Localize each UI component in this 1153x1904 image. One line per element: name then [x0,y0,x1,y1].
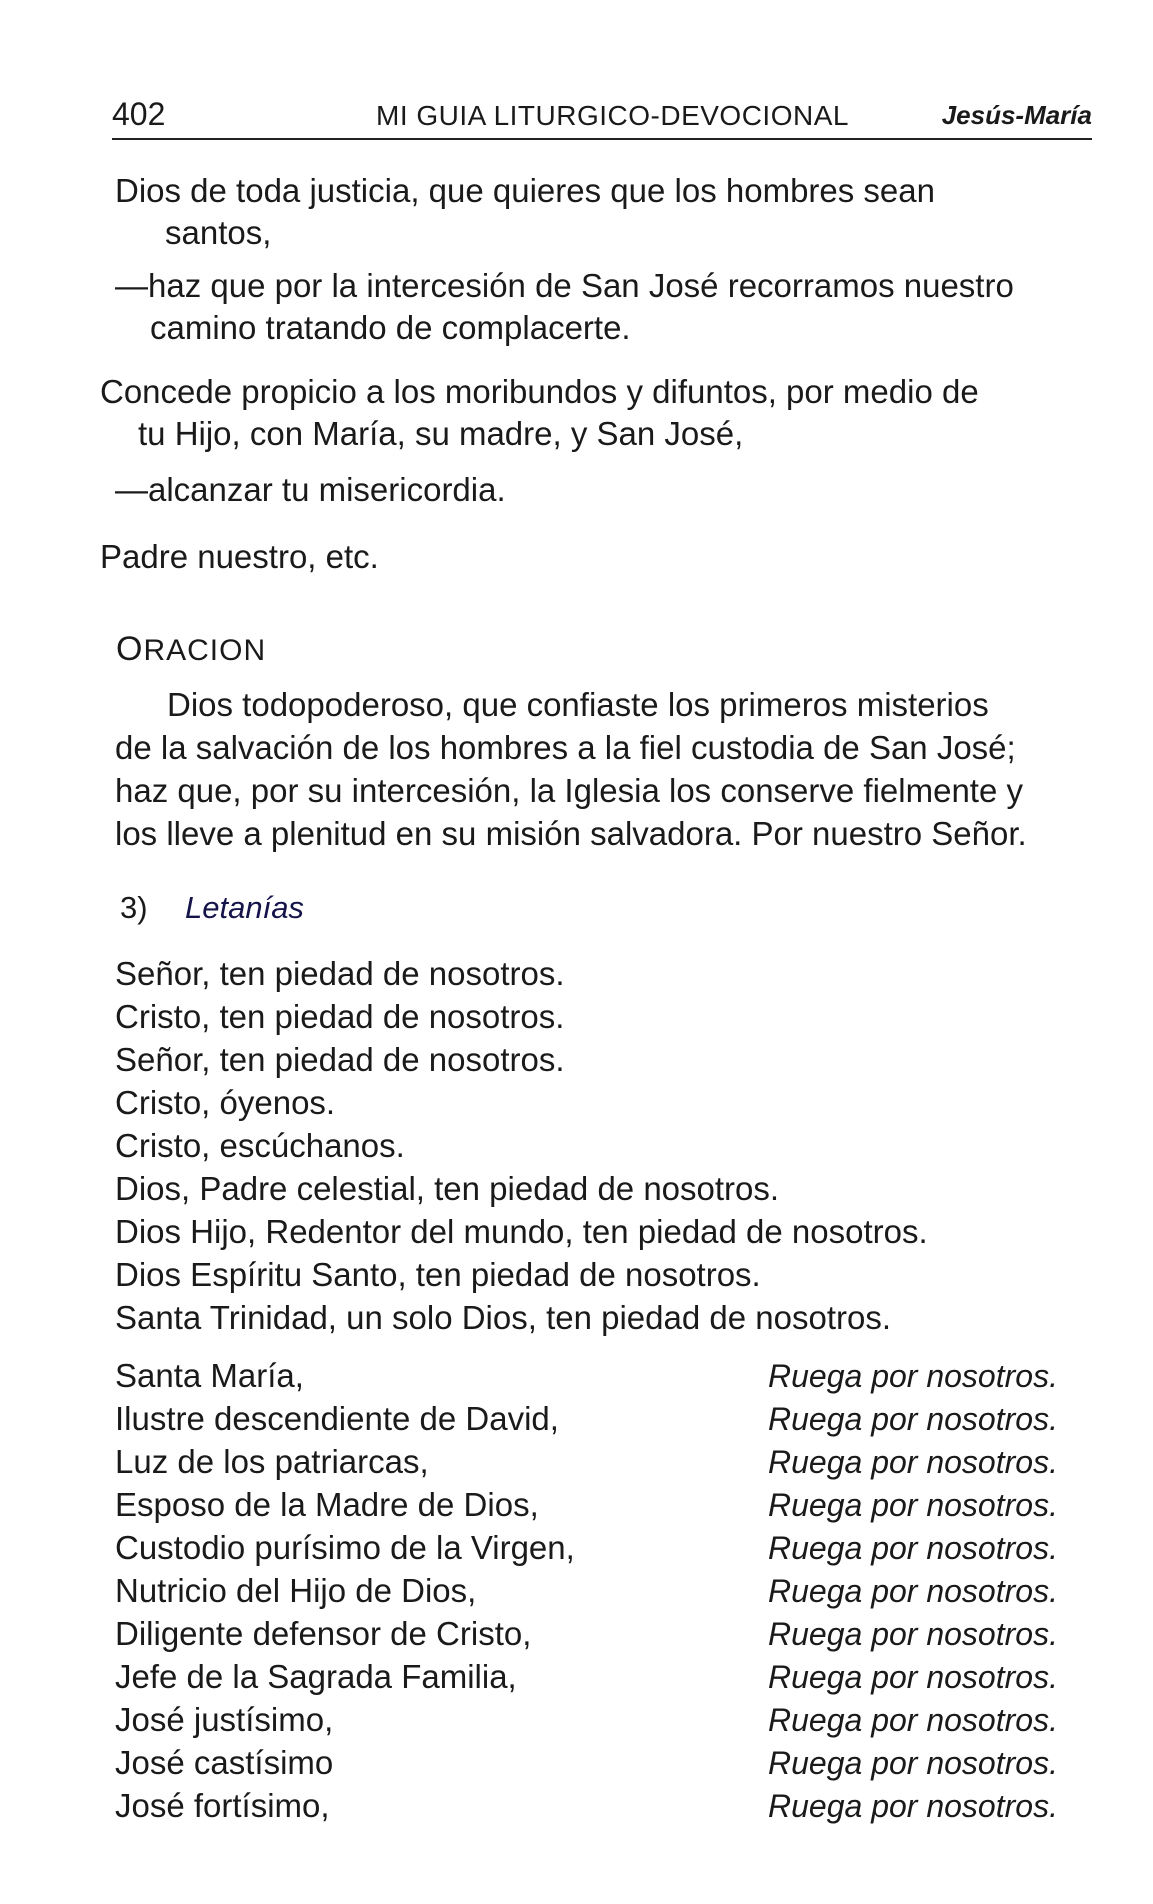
heading-rest: RACION [143,634,267,667]
petition-response: Ruega por nosotros. [768,1616,1058,1652]
petition: Luz de los patriarcas, [115,1443,429,1480]
petition: José justísimo, [115,1701,334,1738]
section-title: Jesús-María [941,100,1092,130]
invocation: Cristo, escúchanos. [115,1127,405,1164]
petition: Jefe de la Sagrada Familia, [115,1658,517,1695]
petition-response: Ruega por nosotros. [768,1401,1058,1437]
invocation: Dios Espíritu Santo, ten piedad de nosotros. [115,1256,761,1293]
oracion-line: haz que, por su intercesión, la Iglesia los conserve fielmente y [115,772,1023,809]
petition: Esposo de la Madre de Dios, [115,1486,539,1523]
oracion-line: de la salvación de los hombres a la fiel custodia de San José; [115,729,1016,766]
invocation: Cristo, óyenos. [115,1084,336,1121]
petition-response: Ruega por nosotros. [768,1487,1058,1523]
preces-response: —haz que por la intercesión de San José recorramos nuestro [115,267,1014,304]
petition-response: Ruega por nosotros. [768,1702,1058,1738]
petition: Diligente defensor de Cristo, [115,1615,532,1652]
petition-response: Ruega por nosotros. [768,1745,1058,1781]
running-header [112,92,1092,140]
petition: José fortísimo, [115,1787,330,1824]
petition: Ilustre descendiente de David, [115,1400,559,1437]
invocation: Señor, ten piedad de nosotros. [115,955,565,992]
letanias-title: Letanías [185,890,304,925]
petition-response: Ruega por nosotros. [768,1444,1058,1480]
page-number: 402 [112,96,166,132]
invocation: Santa Trinidad, un solo Dios, ten piedad de nosotros. [115,1299,891,1336]
petition-response: Ruega por nosotros. [768,1659,1058,1695]
preces-line: Concede propicio a los moribundos y difuntos, por medio de [100,373,979,410]
invocation: Dios Hijo, Redentor del mundo, ten piedad de nosotros. [115,1213,928,1250]
preces-line: tu Hijo, con María, su madre, y San José, [138,415,744,452]
preces-response: —alcanzar tu misericordia. [115,471,506,508]
heading-initial: O [116,630,144,668]
petition: Santa María, [115,1357,304,1394]
preces-line: santos, [165,214,272,251]
petition-response: Ruega por nosotros. [768,1530,1058,1566]
petition: Nutricio del Hijo de Dios, [115,1572,477,1609]
petition-response: Ruega por nosotros. [768,1573,1058,1609]
petition: José castísimo [115,1744,334,1781]
invocation: Cristo, ten piedad de nosotros. [115,998,565,1035]
invocation: Señor, ten piedad de nosotros. [115,1041,565,1078]
invocation: Dios, Padre celestial, ten piedad de nosotros. [115,1170,780,1207]
oracion-line: los lleve a plenitud en su misión salvadora. Por nuestro Señor. [115,815,1027,852]
section-number: 3) [120,890,148,925]
preces-line: Dios de toda justicia, que quieres que los hombres sean [115,172,935,209]
petition-response: Ruega por nosotros. [768,1358,1058,1394]
oracion-heading [116,630,266,669]
book-title: MI GUIA LITURGICO-DEVOCIONAL [376,100,849,131]
preces-response: camino tratando de complacerte. [150,309,631,346]
petition-response: Ruega por nosotros. [768,1788,1058,1824]
padre-nuestro: Padre nuestro, etc. [100,538,379,575]
petition: Custodio purísimo de la Virgen, [115,1529,575,1566]
oracion-line: Dios todopoderoso, que confiaste los primeros misterios [167,686,989,723]
